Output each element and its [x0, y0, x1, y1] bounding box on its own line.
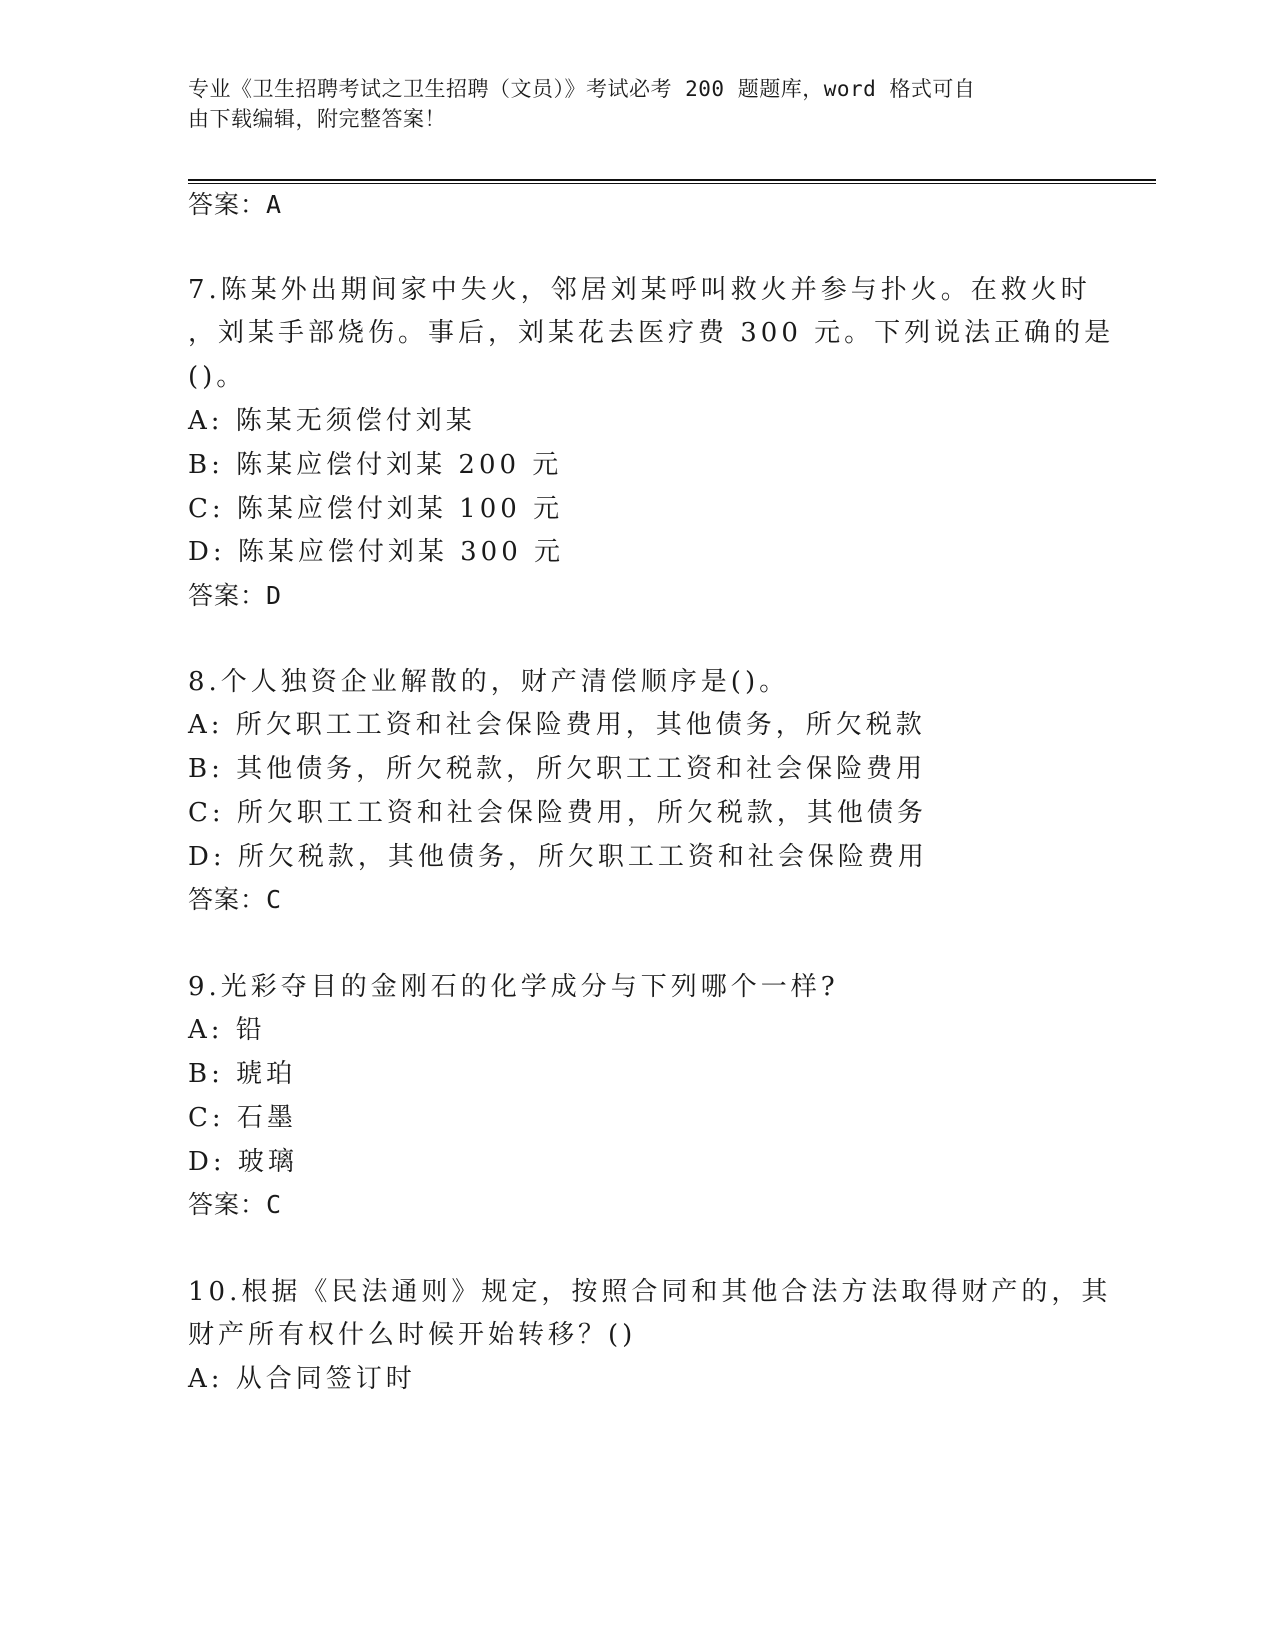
question-8-option-b: B: 其他债务，所欠税款，所欠职工工资和社会保险费用 — [188, 754, 927, 784]
question-10-stem-line-1: 10.根据《民法通则》规定，按照合同和其他合法方法取得财产的，其 — [188, 1277, 1112, 1307]
question-7-stem-line-1: 7.陈某外出期间家中失火，邻居刘某呼叫救火并参与扑火。在救火时 — [188, 275, 1091, 305]
question-9-option-c: C: 石墨 — [188, 1103, 297, 1133]
question-9-option-a: A: 铅 — [188, 1015, 266, 1045]
question-7-option-c: C: 陈某应偿付刘某 100 元 — [188, 494, 564, 524]
question-10-stem-line-2: 财产所有权什么时候开始转移？() — [188, 1320, 637, 1350]
document-header — [188, 74, 1068, 134]
question-9-answer: 答案：C — [188, 1190, 283, 1219]
question-8-option-d: D: 所欠税款，其他债务，所欠职工工资和社会保险费用 — [188, 842, 928, 872]
question-10-option-a: A: 从合同签订时 — [188, 1364, 416, 1394]
header-line-2: 由下载编辑，附完整答案！ — [188, 107, 446, 131]
question-7-answer: 答案：D — [188, 581, 283, 610]
question-9-stem-line-1: 9.光彩夺目的金刚石的化学成分与下列哪个一样? — [188, 972, 839, 1002]
question-7-stem-line-2: ，刘某手部烧伤。事后，刘某花去医疗费 300 元。下列说法正确的是 — [188, 318, 1115, 348]
header-divider — [188, 179, 1156, 181]
question-8-option-c: C: 所欠职工工资和社会保险费用，所欠税款，其他债务 — [188, 798, 927, 828]
question-7-option-b: B: 陈某应偿付刘某 200 元 — [188, 450, 563, 480]
header-line-1: 专业《卫生招聘考试之卫生招聘（文员）》考试必考 200 题题库，word 格式可自 — [188, 77, 976, 101]
question-9-option-d: D: 玻璃 — [188, 1147, 298, 1177]
question-7-option-d: D: 陈某应偿付刘某 300 元 — [188, 537, 565, 567]
question-8-stem-line-1: 8.个人独资企业解散的，财产清偿顺序是()。 — [188, 667, 790, 697]
question-8-answer: 答案：C — [188, 885, 283, 914]
header-divider-thin — [188, 183, 1156, 184]
question-7-stem-line-3: ()。 — [188, 362, 247, 392]
question-7-option-a: A: 陈某无须偿付刘某 — [188, 406, 476, 436]
question-8-option-a: A: 所欠职工工资和社会保险费用，其他债务，所欠税款 — [188, 710, 926, 740]
previous-answer: 答案：A — [188, 190, 283, 219]
question-9-option-b: B: 琥珀 — [188, 1059, 297, 1089]
